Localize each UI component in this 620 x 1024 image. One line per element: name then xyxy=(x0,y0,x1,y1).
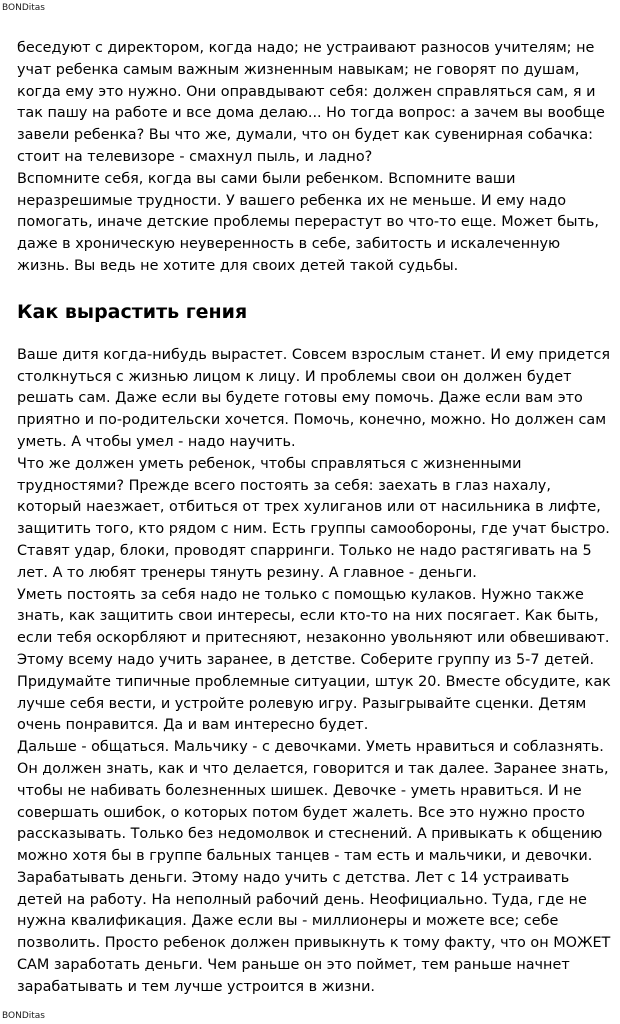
paragraph-self-defense: Что же должен уметь ребенок, чтобы справляться с жизненными трудностями? Прежде всего постоять за себя: заехать в глаз нахалу, который наезжает, отбиться от трех хулиганов или от насильника в лифте, защитить того, кто рядом с ним. Есть группы самообороны, где учат быстро. Ставят удар, блоки, проводят спарринги. Только не надо растягивать на 5 лет. А то любят тренеры тянуть резину. А главное - деньги. xyxy=(17,455,610,581)
paragraph-intro-continued: беседуют с директором, когда надо; не устраивают разносов учителям; не учат ребенка самым важным жизненным навыкам; не говорят по душам, когда ему это нужно. Они оправдывают себя: должен справляться сам, я и так пашу на работе и все дома делаю... Но тогда вопрос: а зачем вы вообще завели ребенка? Вы что же, думали, что он будет как сувенирная собачка: стоит на телевизоре - смахнул пыль, и ладно? xyxy=(17,40,605,165)
page-header-label: BONDitas xyxy=(2,3,45,13)
paragraph-protect-interests: Уметь постоять за себя надо не только с помощью кулаков. Нужно также знать, как защитить свои интересы, если кто-то на них посягает. Как быть, если тебя оскорбляют и притесняют, незаконно увольняют или обвешивают. Этому всему надо учить заранее, в детстве. Соберите группу из 5-7 детей. Придумайте типичные проблемные ситуации, штук 20. Вместе обсудите, как лучше себя вести, и устройте ролевую игру. Разыгрывайте сценки. Детям очень понравится. Да и вам интересно будет. xyxy=(17,586,611,734)
paragraph-child-will-grow: Ваше дитя когда-нибудь вырастет. Совсем взрослым станет. И ему придется столкнуться с жизнью лицом к лицу. И проблемы свои он должен будет решать сам. Даже если вы будете готовы ему помочь. Даже если вам это приятно и по-родительски хочется. Помочь, конечно, можно. Но должен сам уметь. А чтобы умел - надо научить. xyxy=(17,346,611,450)
section-heading: Как вырастить гения xyxy=(17,300,248,323)
paragraph-communication: Дальше - общаться. Мальчику - с девочками. Уметь нравиться и соблазнять. Он должен знать, как и что делается, говорится и так далее. Заранее знать, чтобы не набивать болезненных шишек. Девочке - уметь нравиться. И не совершать ошибок, о которых потом будет жалеть. Все это нужно просто рассказывать. Только без недомолвок и стеснений. А привыкать к общению можно хотя бы в группе бальных танцев - там есть и мальчики, и девочки. xyxy=(17,739,609,865)
paragraph-earn-money: Зарабатывать деньги. Этому надо учить с детства. Лет с 14 устраивать детей на работу. На неполный рабочий день. Неофициально. Туда, где не нужна квалификация. Даже если вы - миллионеры и можете все; себе позволить. Просто ребенок должен привыкнуть к тому факту, что он МОЖЕТ САМ заработать деньги. Чем раньше он это поймет, тем раньше начнет зарабатывать и тем лучше устроится в жизни. xyxy=(17,869,611,995)
paragraph-remember-childhood: Вспомните себя, когда вы сами были ребенком. Вспомните ваши неразрешимые трудности. У вашего ребенка их не меньше. И ему надо помогать, иначе детские проблемы перерастут во что-то еще. Может быть, даже в хроническую неуверенность в себе, забитость и искалеченную жизнь. Вы ведь не хотите для своих детей такой судьбы. xyxy=(17,170,599,274)
page-footer-label: BONDitas xyxy=(2,1011,45,1021)
page-content xyxy=(17,38,617,999)
